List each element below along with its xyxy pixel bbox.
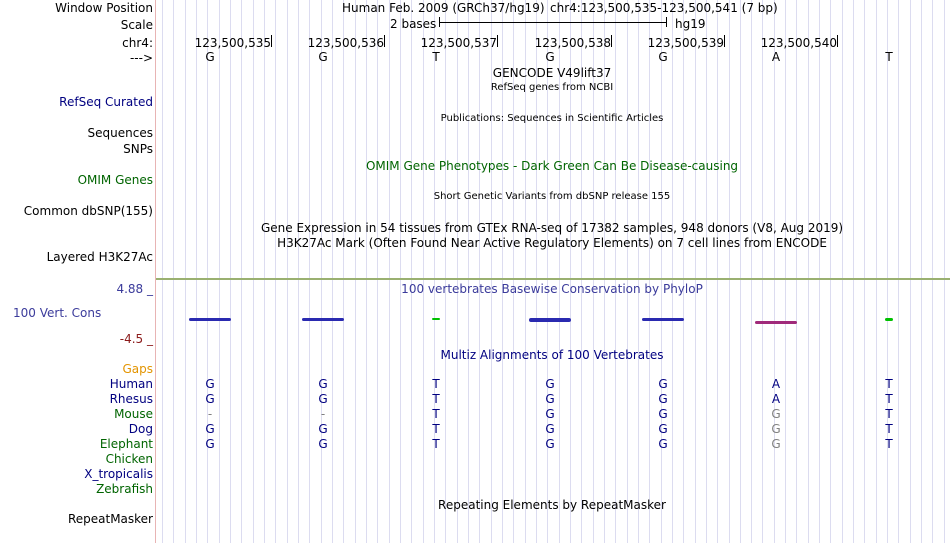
guideline — [808, 0, 809, 543]
guideline — [740, 0, 741, 543]
conservation-bar — [529, 318, 571, 322]
guideline — [253, 0, 254, 543]
guideline — [627, 0, 628, 543]
guideline — [343, 0, 344, 543]
dbsnp-track-title[interactable]: Short Genetic Variants from dbSNP release 155 — [433, 191, 671, 202]
guideline — [706, 0, 707, 543]
species-label[interactable]: Elephant — [99, 437, 153, 451]
guideline — [842, 0, 843, 543]
guideline — [729, 0, 730, 543]
alignment-base: T — [885, 437, 893, 451]
guideline — [853, 0, 854, 543]
guideline — [377, 0, 378, 543]
alignment-base: G — [545, 437, 555, 451]
vert-cons-label[interactable]: 100 Vert. Cons — [13, 306, 102, 320]
alignment-base: T — [432, 377, 440, 391]
omim-genes-label[interactable]: OMIM Genes — [77, 173, 153, 187]
repeatmasker-track-title[interactable]: Repeating Elements by RepeatMasker — [438, 498, 666, 512]
phylop-track-title[interactable]: 100 vertebrates Basewise Conservation by PhyloP — [401, 282, 703, 296]
species-label[interactable]: Mouse — [114, 407, 153, 421]
alignment-base: G — [318, 392, 328, 406]
scale-db-text: hg19 — [675, 17, 706, 31]
sequences-label[interactable]: Sequences — [87, 126, 153, 140]
guideline — [944, 0, 945, 543]
gaps-label[interactable]: Gaps — [122, 362, 153, 376]
guideline — [932, 0, 933, 543]
assembly-text: Human Feb. 2009 (GRCh37/hg19) — [342, 1, 545, 15]
guideline — [162, 0, 163, 543]
omim-track-title[interactable]: OMIM Gene Phenotypes - Dark Green Can Be Disease-causing — [365, 159, 739, 173]
species-label[interactable]: X_tropicalis — [84, 467, 153, 481]
alignment-base: T — [432, 437, 440, 451]
h3k27ac-track-title[interactable]: H3K27Ac Mark (Often Found Near Active Regulatory Elements) on 7 cell lines from ENCODE — [277, 236, 827, 250]
multiz-track-title[interactable]: Multiz Alignments of 100 Vertebrates — [440, 348, 664, 362]
guideline — [241, 0, 242, 543]
guideline — [762, 0, 763, 543]
scale-text: 2 bases — [390, 17, 437, 31]
guideline — [423, 0, 424, 543]
alignment-base: G — [318, 377, 328, 391]
guideline — [864, 0, 865, 543]
refseq-track-subtitle[interactable]: RefSeq genes from NCBI — [490, 82, 614, 93]
guideline — [434, 0, 435, 543]
alignment-base: A — [771, 392, 781, 406]
guideline — [796, 0, 797, 543]
alignment-base: G — [545, 422, 555, 436]
ruler-coordinate-label: 123,500,540 — [760, 36, 837, 50]
base-letter: G — [205, 50, 215, 64]
chrom-label: chr4: — [122, 36, 153, 50]
scale-label: Scale — [120, 18, 153, 32]
species-label[interactable]: Human — [109, 377, 153, 391]
guideline — [366, 0, 367, 543]
guideline — [445, 0, 446, 543]
species-label[interactable]: Chicken — [105, 452, 153, 466]
scale-bar — [439, 22, 666, 23]
gtex-track-title[interactable]: Gene Expression in 54 tissues from GTEx RNA-seq of 17382 samples, 948 donors (V8, Aug 2019) — [260, 221, 844, 235]
conservation-bar — [755, 321, 797, 324]
species-label[interactable]: Zebrafish — [96, 482, 153, 496]
alignment-base: G — [658, 422, 668, 436]
alignment-base: G — [318, 422, 328, 436]
alignment-base: T — [885, 407, 893, 421]
guideline — [672, 0, 673, 543]
ruler-tick — [497, 35, 498, 47]
ruler-tick — [724, 35, 725, 47]
strand-label: ---> — [129, 51, 153, 65]
alignment-base: T — [885, 392, 893, 406]
track-separator — [156, 278, 950, 280]
guideline — [309, 0, 310, 543]
guideline — [411, 0, 412, 543]
alignment-base: T — [432, 407, 440, 421]
ruler-coordinate-label: 123,500,537 — [420, 36, 497, 50]
guideline — [275, 0, 276, 543]
guideline — [207, 0, 208, 543]
common-dbsnp-label[interactable]: Common dbSNP(155) — [23, 204, 153, 218]
guideline — [887, 0, 888, 543]
alignment-base: T — [432, 392, 440, 406]
ruler-tick — [271, 35, 272, 47]
base-letter: T — [885, 50, 893, 64]
alignment-base: - — [207, 407, 213, 421]
publications-track-title[interactable]: Publications: Sequences in Scientific Articles — [440, 113, 664, 124]
ruler-coordinate-label: 123,500,536 — [307, 36, 384, 50]
alignment-base: G — [658, 407, 668, 421]
guideline — [695, 0, 696, 543]
guideline — [298, 0, 299, 543]
guideline — [230, 0, 231, 543]
guideline — [751, 0, 752, 543]
base-letter: T — [432, 50, 440, 64]
ruler-tick — [384, 35, 385, 47]
conservation-bar — [432, 318, 440, 320]
alignment-base: G — [205, 422, 215, 436]
refseq-curated-label[interactable]: RefSeq Curated — [59, 95, 153, 109]
base-letter: G — [545, 50, 555, 64]
base-letter: G — [658, 50, 668, 64]
alignment-base: A — [771, 377, 781, 391]
ruler-coordinate-label: 123,500,538 — [534, 36, 611, 50]
guideline — [457, 0, 458, 543]
ruler-coordinate-label: 123,500,535 — [194, 36, 271, 50]
snps-label[interactable]: SNPs — [123, 142, 153, 156]
guideline — [287, 0, 288, 543]
conservation-bar — [642, 318, 684, 321]
alignment-base: T — [885, 422, 893, 436]
guideline — [683, 0, 684, 543]
cons-max-label: 4.88 _ — [116, 282, 153, 296]
alignment-base: G — [658, 437, 668, 451]
guideline — [830, 0, 831, 543]
guideline — [468, 0, 469, 543]
guideline — [355, 0, 356, 543]
species-label[interactable]: Dog — [128, 422, 153, 436]
alignment-base: G — [545, 392, 555, 406]
position-text: chr4:123,500,535-123,500,541 (7 bp) — [550, 1, 778, 15]
cons-min-label: -4.5 _ — [119, 332, 153, 346]
alignment-base: G — [205, 377, 215, 391]
scale-bar-right-end — [666, 17, 667, 27]
ruler-coordinate-label: 123,500,539 — [647, 36, 724, 50]
alignment-base: T — [885, 377, 893, 391]
repeatmasker-label[interactable]: RepeatMasker — [67, 512, 153, 526]
guideline — [649, 0, 650, 543]
guideline — [898, 0, 899, 543]
guideline — [638, 0, 639, 543]
alignment-base: G — [545, 407, 555, 421]
guideline — [921, 0, 922, 543]
alignment-base: G — [658, 392, 668, 406]
guideline — [785, 0, 786, 543]
alignment-base: G — [545, 377, 555, 391]
alignment-base: G — [771, 437, 781, 451]
guideline — [400, 0, 401, 543]
guideline — [185, 0, 186, 543]
window-position-label: Window Position — [55, 1, 153, 15]
alignment-base: G — [318, 437, 328, 451]
guideline — [173, 0, 174, 543]
label-divider — [155, 0, 156, 543]
guideline — [332, 0, 333, 543]
guideline — [717, 0, 718, 543]
ruler-tick — [837, 35, 838, 47]
species-label[interactable]: Rhesus — [109, 392, 153, 406]
ruler-tick — [611, 35, 612, 47]
alignment-base: G — [205, 437, 215, 451]
alignment-base: G — [205, 392, 215, 406]
guideline — [219, 0, 220, 543]
guideline — [774, 0, 775, 543]
alignment-base: G — [771, 422, 781, 436]
base-letter: A — [771, 50, 781, 64]
guideline — [389, 0, 390, 543]
layered-h3k27ac-label[interactable]: Layered H3K27Ac — [46, 250, 153, 264]
conservation-bar — [189, 318, 231, 321]
guideline — [661, 0, 662, 543]
conservation-bar — [885, 318, 893, 321]
guideline — [264, 0, 265, 543]
alignment-base: - — [320, 407, 326, 421]
guideline — [196, 0, 197, 543]
guideline — [910, 0, 911, 543]
guideline — [876, 0, 877, 543]
alignment-base: G — [771, 407, 781, 421]
guideline — [615, 0, 616, 543]
guideline — [819, 0, 820, 543]
base-letter: G — [318, 50, 328, 64]
alignment-base: G — [658, 377, 668, 391]
guideline — [479, 0, 480, 543]
conservation-bar — [302, 318, 344, 321]
gencode-track-title[interactable]: GENCODE V49lift37 — [492, 66, 612, 80]
alignment-base: T — [432, 422, 440, 436]
guideline — [321, 0, 322, 543]
